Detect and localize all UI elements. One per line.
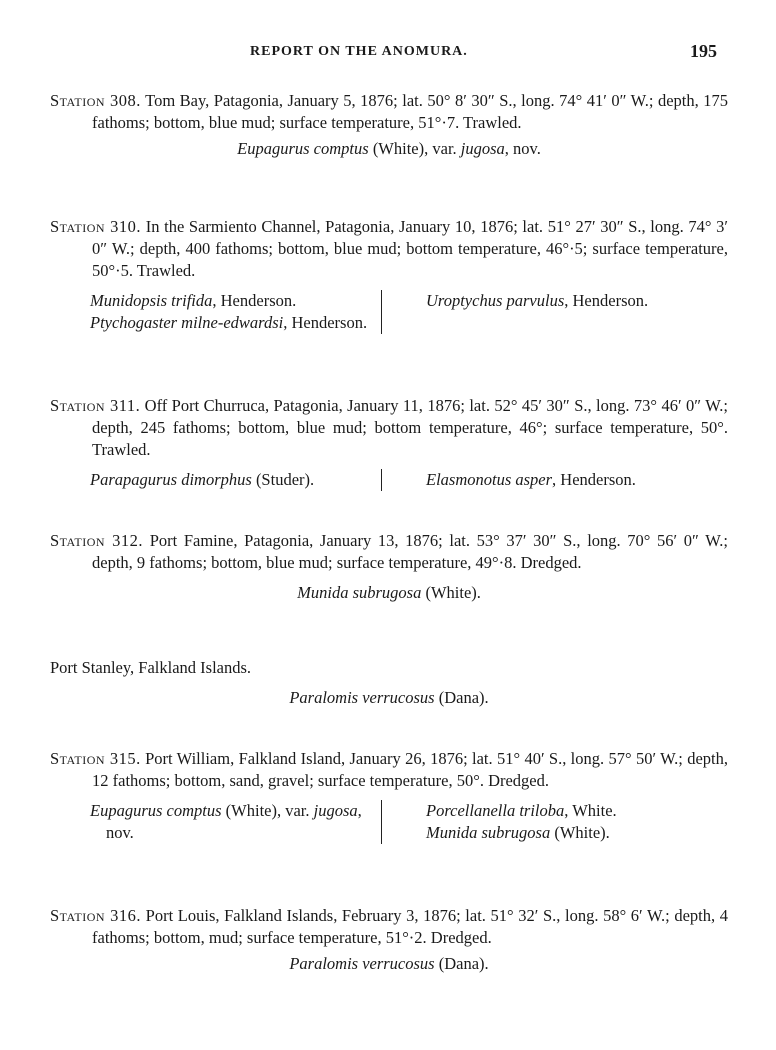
species-authority: (White), var. bbox=[221, 801, 314, 820]
station-text: Tom Bay, Patagonia, January 5, 1876; lat. 50° 8′ 30″ S., long. 74° 41′ 0″ W.; depth, 175 fathoms; bottom, blue mud; surface temperature, 51°·7. Trawled. bbox=[92, 91, 728, 132]
species-name: Parapagurus dimorphus bbox=[90, 470, 252, 489]
station-description bbox=[50, 90, 728, 134]
species-name: Uroptychus parvulus bbox=[426, 291, 565, 310]
species-name: Ptychogaster milne-edwardsi bbox=[90, 313, 284, 332]
station-label: Station 311. bbox=[50, 396, 141, 415]
species-name: Paralomis verrucosus bbox=[289, 954, 435, 973]
station-text: Port Louis, Falkland Islands, February 3, 1876; lat. 51° 32′ S., long. 58° 6′ W.; depth, 4 fathoms; bottom, mud; surface temperature, 51°·2. Dredged. bbox=[92, 906, 728, 947]
station-315 bbox=[50, 748, 728, 844]
species-column-left bbox=[50, 290, 382, 334]
species-column-left bbox=[50, 800, 382, 844]
species-list bbox=[50, 138, 728, 160]
species-name: Eupagurus comptus bbox=[90, 801, 222, 820]
station-description bbox=[50, 748, 728, 792]
species-list bbox=[50, 953, 728, 975]
species-column-right bbox=[382, 290, 648, 334]
station-310 bbox=[50, 216, 728, 334]
species-authority: , White. bbox=[564, 801, 617, 820]
species-variety: jugosa bbox=[313, 801, 358, 820]
locality-port-stanley bbox=[50, 657, 728, 709]
station-description bbox=[50, 530, 728, 574]
station-label: Station 315. bbox=[50, 749, 141, 768]
species-name: Munida subrugosa bbox=[297, 583, 422, 602]
species-entry bbox=[426, 290, 648, 312]
species-entry bbox=[426, 469, 636, 491]
station-label: Station 310. bbox=[50, 217, 142, 236]
station-description bbox=[50, 395, 728, 461]
page-number: 195 bbox=[690, 41, 717, 61]
species-name: Elasmonotus asper bbox=[426, 470, 553, 489]
station-311 bbox=[50, 395, 728, 491]
species-list bbox=[50, 582, 728, 604]
species-authority: (Dana). bbox=[434, 954, 489, 973]
species-name: Eupagurus comptus bbox=[237, 139, 369, 158]
species-name: Porcellanella triloba bbox=[426, 801, 565, 820]
station-text: Port Stanley, Falkland Islands. bbox=[50, 658, 252, 677]
station-label: Station 308. bbox=[50, 91, 141, 110]
species-authority: , Henderson. bbox=[552, 470, 636, 489]
species-suffix: , nov. bbox=[106, 801, 362, 842]
station-text: In the Sarmiento Channel, Patagonia, January 10, 1876; lat. 51° 27′ 30″ S., long. 74° 3′ 0″ W.; depth, 400 fathoms; bottom, blue mud; bottom temperature, 46°·5; surface temperature, 50°·5. Trawled. bbox=[92, 217, 728, 280]
species-authority: (Studer). bbox=[251, 470, 315, 489]
station-text: Off Port Churruca, Patagonia, January 11, 1876; lat. 52° 45′ 30″ S., long. 73° 46′ 0″ W.; depth, 245 fathoms; bottom, blue mud; bottom temperature, 46°; surface temperature, 50°. Trawled. bbox=[92, 396, 728, 459]
species-column-left bbox=[50, 469, 382, 491]
species-entry bbox=[426, 822, 617, 844]
species-columns bbox=[50, 290, 728, 334]
species-list bbox=[50, 687, 728, 709]
station-description bbox=[50, 905, 728, 949]
species-columns bbox=[50, 800, 728, 844]
species-column-right bbox=[382, 800, 617, 844]
station-text: Port William, Falkland Island, January 26, 1876; lat. 51° 40′ S., long. 57° 50′ W.; depth, 12 fathoms; bottom, sand, gravel; surface temperature, 50°. Dredged. bbox=[92, 749, 729, 790]
species-suffix: , nov. bbox=[504, 139, 541, 158]
species-entry bbox=[90, 312, 375, 334]
species-name: Paralomis verrucosus bbox=[289, 688, 435, 707]
species-name: Munida subrugosa bbox=[426, 823, 551, 842]
station-label: Station 312. bbox=[50, 531, 144, 550]
running-head: REPORT ON THE ANOMURA. bbox=[250, 44, 468, 59]
species-columns bbox=[50, 469, 728, 491]
station-312 bbox=[50, 530, 728, 604]
species-authority: , Henderson. bbox=[283, 313, 368, 332]
station-label: Station 316. bbox=[50, 906, 142, 925]
station-text: Port Famine, Patagonia, January 13, 1876; lat. 53° 37′ 30″ S., long. 70° 56′ 0″ W.; depth, 9 fathoms; bottom, blue mud; surface temperature, 49°·8. Dredged. bbox=[92, 531, 729, 572]
species-authority: , Henderson. bbox=[212, 291, 297, 310]
species-entry bbox=[90, 469, 375, 491]
species-authority: (White), var. bbox=[368, 139, 461, 158]
station-316 bbox=[50, 905, 728, 975]
species-entry bbox=[426, 800, 617, 822]
species-column-right bbox=[382, 469, 636, 491]
station-description bbox=[50, 216, 728, 282]
species-name: Munidopsis trifida bbox=[90, 291, 213, 310]
species-authority: (White). bbox=[550, 823, 610, 842]
station-308 bbox=[50, 90, 728, 160]
species-entry bbox=[90, 290, 375, 312]
species-variety: jugosa bbox=[460, 139, 505, 158]
species-entry bbox=[90, 800, 375, 844]
species-authority: (White). bbox=[421, 583, 481, 602]
species-authority: (Dana). bbox=[434, 688, 489, 707]
species-authority: , Henderson. bbox=[564, 291, 649, 310]
